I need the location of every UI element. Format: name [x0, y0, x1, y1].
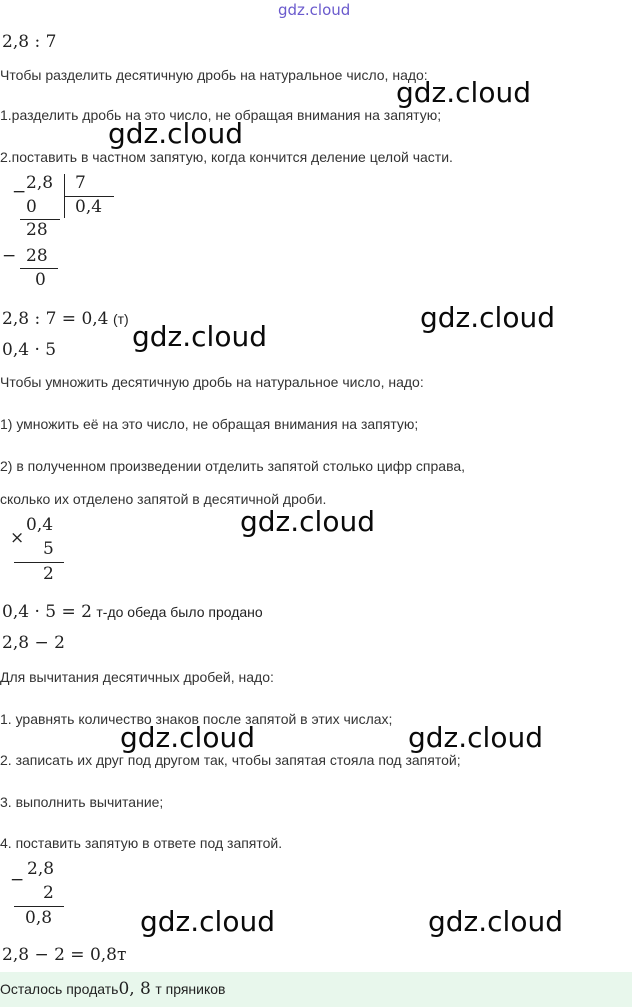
- multiplication-rule-title: Чтобы умножить десятичную дробь на натуральное число, надо:: [0, 374, 424, 390]
- multiplier: 5: [43, 539, 54, 559]
- division-expression: 2,8 : 7: [2, 32, 57, 52]
- answer-prefix: Осталось продать: [0, 981, 119, 997]
- answer-box: [0, 972, 632, 1007]
- watermark: gdz.cloud: [140, 905, 275, 938]
- division-rule-step1: 1.разделить дробь на это число, не обращая внимания на запятую;: [0, 107, 442, 123]
- second-subtrahend: 28: [26, 246, 48, 266]
- top-watermark: gdz.cloud: [278, 1, 351, 19]
- division-result-expr: 2,8 : 7 = 0,4: [2, 309, 109, 329]
- division-result: [2, 309, 129, 329]
- first-minus-sign: −: [12, 182, 27, 202]
- quotient: 0,4: [75, 197, 103, 217]
- subtraction-rule-step1: 1. уравнять количество знаков после запятой в этих числах;: [0, 711, 393, 727]
- times-sign: ×: [10, 528, 25, 548]
- watermark: gdz.cloud: [396, 76, 531, 109]
- multiplication-rule-step2a: 2) в полученном произведении отделить запятой столько цифр справа,: [0, 458, 466, 474]
- watermark: gdz.cloud: [240, 505, 375, 538]
- watermark: gdz.cloud: [108, 117, 243, 150]
- remainder-1: 28: [26, 220, 48, 240]
- division-rule-title: Чтобы разделить десятичную дробь на натуральное число, надо:: [0, 67, 428, 83]
- second-minus-sign: −: [2, 246, 17, 266]
- subtraction-rule-step2: 2. записать их друг под другом так, чтобы запятая стояла под запятой;: [0, 752, 461, 768]
- watermark: gdz.cloud: [428, 905, 563, 938]
- watermark: gdz.cloud: [132, 320, 267, 353]
- column-minus-sign: −: [10, 870, 25, 890]
- multiplication-line: [14, 562, 64, 563]
- subtraction-rule-title: Для вычитания десятичных дробей, надо:: [0, 669, 274, 685]
- multiplication-rule-step1: 1) умножить её на это число, не обращая внимания на запятую;: [0, 416, 419, 432]
- subtraction-result: 2,8 − 2 = 0,8т: [2, 945, 127, 965]
- subtraction-line: [14, 906, 64, 907]
- subtrahend: 2: [43, 883, 54, 903]
- final-remainder: 0: [35, 270, 46, 290]
- multiplication-result-expr: 0,4 · 5 = 2: [2, 602, 92, 622]
- sub-line-2: [20, 268, 58, 269]
- division-result-unit: (т): [112, 311, 129, 327]
- first-subtrahend: 0: [26, 197, 37, 217]
- multiplication-expression: 0,4 · 5: [2, 340, 57, 360]
- product: 2: [43, 564, 54, 584]
- minuend: 2,8: [27, 859, 55, 879]
- division-rule-step2: 2.поставить в частном запятую, когда кончится деление целой части.: [0, 149, 453, 165]
- subtraction-rule-step4: 4. поставить запятую в ответе под запятой.: [0, 835, 283, 851]
- answer-suffix: т пряников: [155, 981, 226, 997]
- subtraction-expression: 2,8 − 2: [2, 633, 65, 653]
- multiplication-rule-step2b: сколько их отделено запятой в десятичной дроби.: [0, 491, 327, 507]
- watermark: gdz.cloud: [420, 301, 555, 334]
- multiplication-result-text: т-до обеда было продано: [96, 604, 263, 620]
- subtraction-rule-step3: 3. выполнить вычитание;: [0, 794, 164, 810]
- dividend: 2,8: [26, 173, 54, 193]
- divisor: 7: [75, 173, 86, 193]
- watermark: gdz.cloud: [120, 721, 255, 754]
- multiplication-result: [2, 602, 263, 622]
- multiplicand: 0,4: [26, 515, 54, 535]
- difference: 0,8: [25, 908, 53, 928]
- answer-value: 0, 8: [118, 979, 151, 999]
- watermark: gdz.cloud: [408, 721, 543, 754]
- answer-line: [0, 979, 226, 999]
